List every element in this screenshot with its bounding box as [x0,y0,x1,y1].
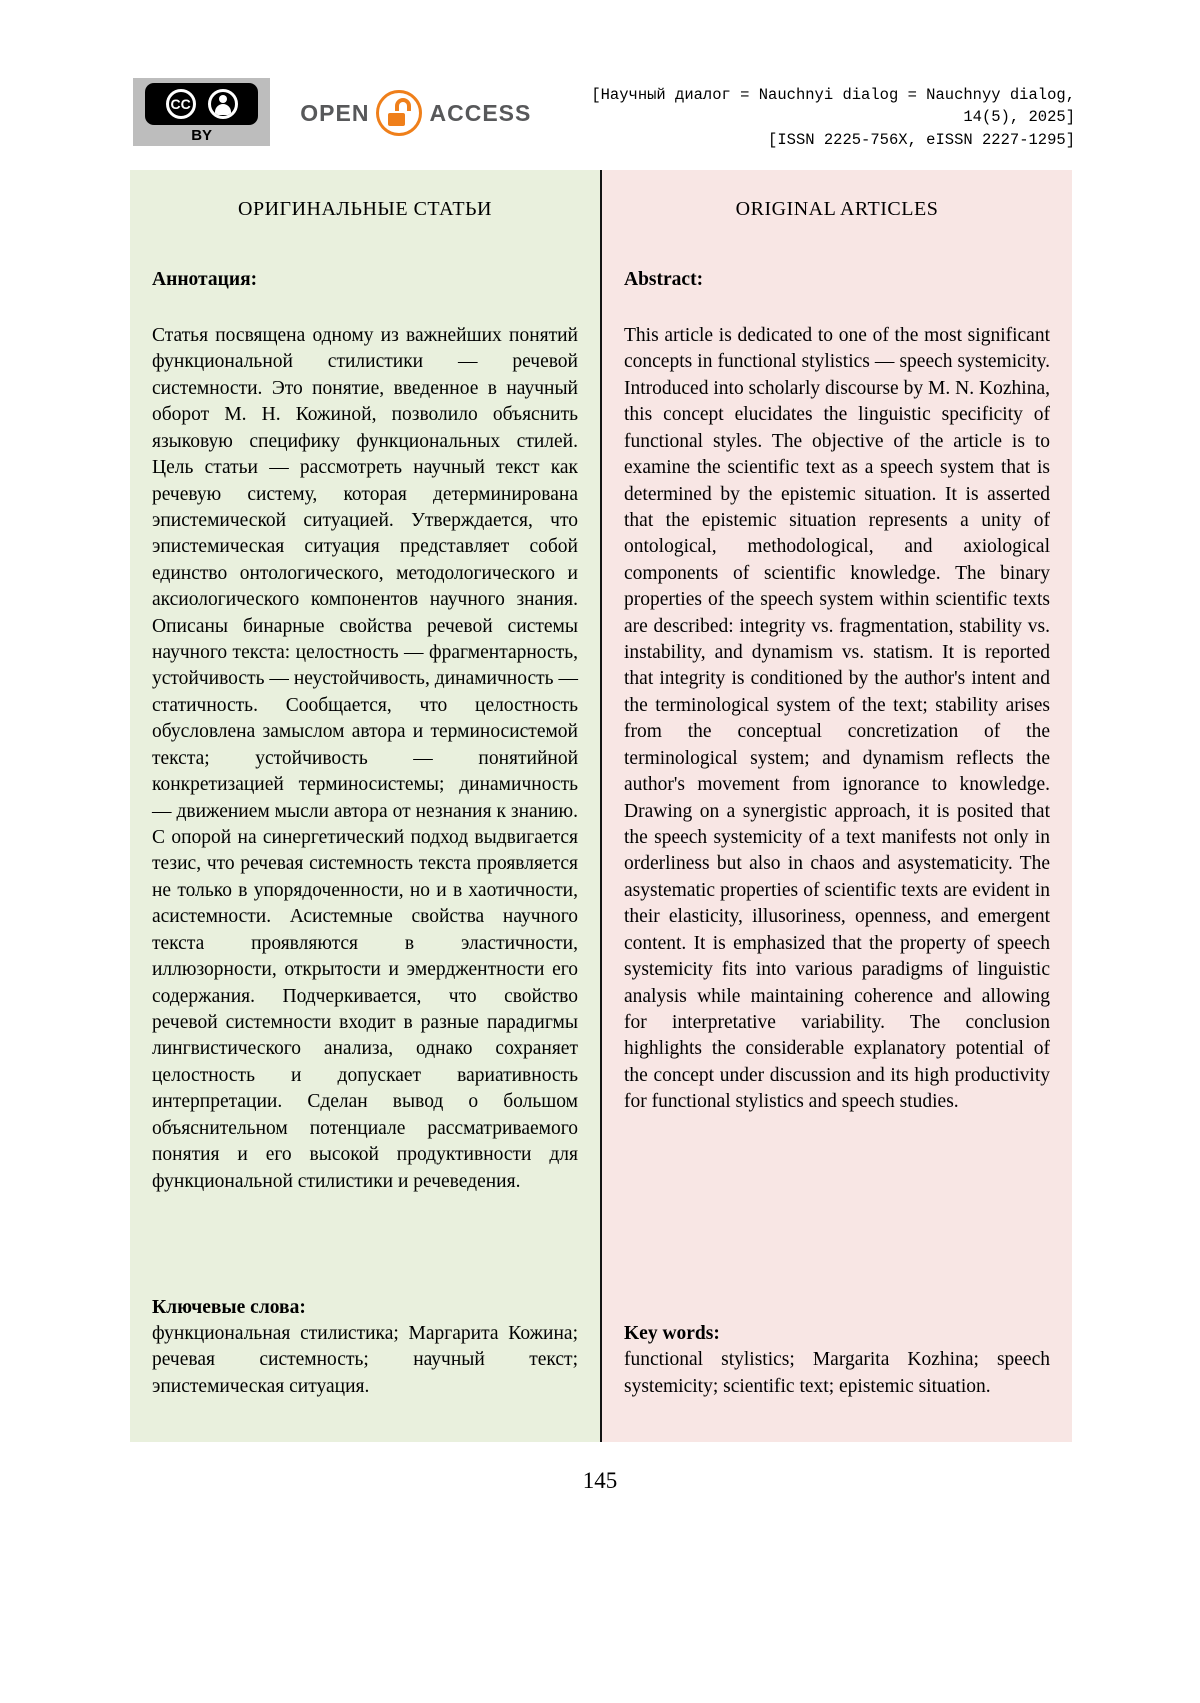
section-title-en: ORIGINAL ARTICLES [735,198,939,220]
cc-by-badge [133,78,270,146]
abstract-columns [130,170,1072,1442]
right-column [602,170,1072,1442]
journal-title-line: [Научный диалог = Nauchnyi dialog = Nauchnyy dialog, 14(5), 2025] [591,86,1075,127]
journal-header-info [531,78,1075,151]
cc-by-label: BY [191,127,213,144]
cc-plate [145,83,258,125]
open-access-logo [300,90,531,136]
keywords-text-ru: функциональная стилистика; Маргарита Кожина; речевая системность; научный текст; эпистемическая ситуация. [152,1322,578,1397]
page-header [133,78,1075,151]
keywords-block-ru [152,1267,578,1400]
open-access-label-open: OPEN [300,99,370,126]
keywords-label-ru: Ключевые слова: [152,1296,306,1318]
page-number: 145 [582,1468,618,1493]
section-title-ru: ОРИГИНАЛЬНЫЕ СТАТЬИ [238,198,492,220]
open-access-label-access: ACCESS [429,99,532,126]
keywords-label-en: Key words: [624,1323,720,1345]
cc-icon: CC [166,89,196,119]
open-lock-icon [376,90,422,136]
keywords-text-en: functional stylistics; Margarita Kozhina; speech systemicity; scientific text; epistemic situation. [624,1349,1050,1397]
abstract-label-en: Abstract: [624,269,704,290]
abstract-label-ru: Аннотация: [152,269,258,290]
abstract-text-ru: Статья посвящена одному из важнейших понятий функциональной стилистики — речевой системности. Это понятие, введенное в научный оборот М. Н. Кожиной, позволило объяснить языковую специфику функциональных стилей. Цель статьи — рассмотреть научный текст как речевую систему, которая детерминирована эпистемической ситуацией. Утверждается, что эпистемическая ситуация представляет собой единство онтологического, методологического и аксиологического компонентов научного знания. Описаны бинарные свойства речевой системы научного текста: целостность — фрагментарность, устойчивость — неустойчивость, динамичность — статичность. Сообщается, что целостность обусловлена замыслом автора и терминосистемой текста; устойчивость — понятийной конкретизацией терминосистемы; динамичность — движением мысли автора от незнания к знанию. С опорой на синергетический подход выдвигается тезис, что речевая системность текста проявляется не только в упорядоченности, но и в хаотичности, асистемности. Асистемные свойства научного текста проявляются в эластичности, иллюзорности, открытости и эмерджентности его содержания. Подчеркивается, что свойство речевой системности входит в разные парадигмы лингвистического анализа, однако сохраняет целостность и допускает вариативность интерпретации. Сделан вывод о большом объяснительном потенциале рассматриваемого понятия и его высокой продуктивности для функциональной стилистики и речеведения. [152,325,578,1192]
issn-line: [ISSN 2225-756X, eISSN 2227-1295] [768,130,1075,149]
abstract-text-en: This article is dedicated to one of the most significant concepts in functional stylistics — speech systemicity. Introduced into scholarly discourse by M. N. Kozhina, this concept elucidates the linguistic specificity of functional styles. The objective of the article is to examine the scientific text as a speech system that is determined by the epistemic situation. It is asserted that the epistemic situation represents a unity of ontological, methodological, and axiological components of scientific knowledge. The binary properties of the speech system within scientific texts are described: integrity vs. fragmentation, stability vs. instability, and dynamism vs. statism. It is reported that integrity is conditioned by the author's intent and the terminological system of the text; stability arises from the conceptual concretization of the terminological system; and dynamism reflects the author's movement from ignorance to knowledge. Drawing on a synergistic approach, it is posited that the speech systemicity of a text manifests not only in orderliness but also in chaos and asystematicity. The asystematic properties of scientific texts are evident in their elasticity, illusoriness, openness, and emergent content. It is emphasized that the property of speech systemicity fits into various paradigms of linguistic analysis while maintaining coherence and allowing for interpretative variability. The conclusion highlights the considerable explanatory potential of the concept under discussion and its high productivity for functional stylistics and speech studies. [624,325,1050,1113]
attribution-person-icon [208,89,238,119]
keywords-block-en [624,1293,1050,1400]
left-column [130,170,600,1442]
